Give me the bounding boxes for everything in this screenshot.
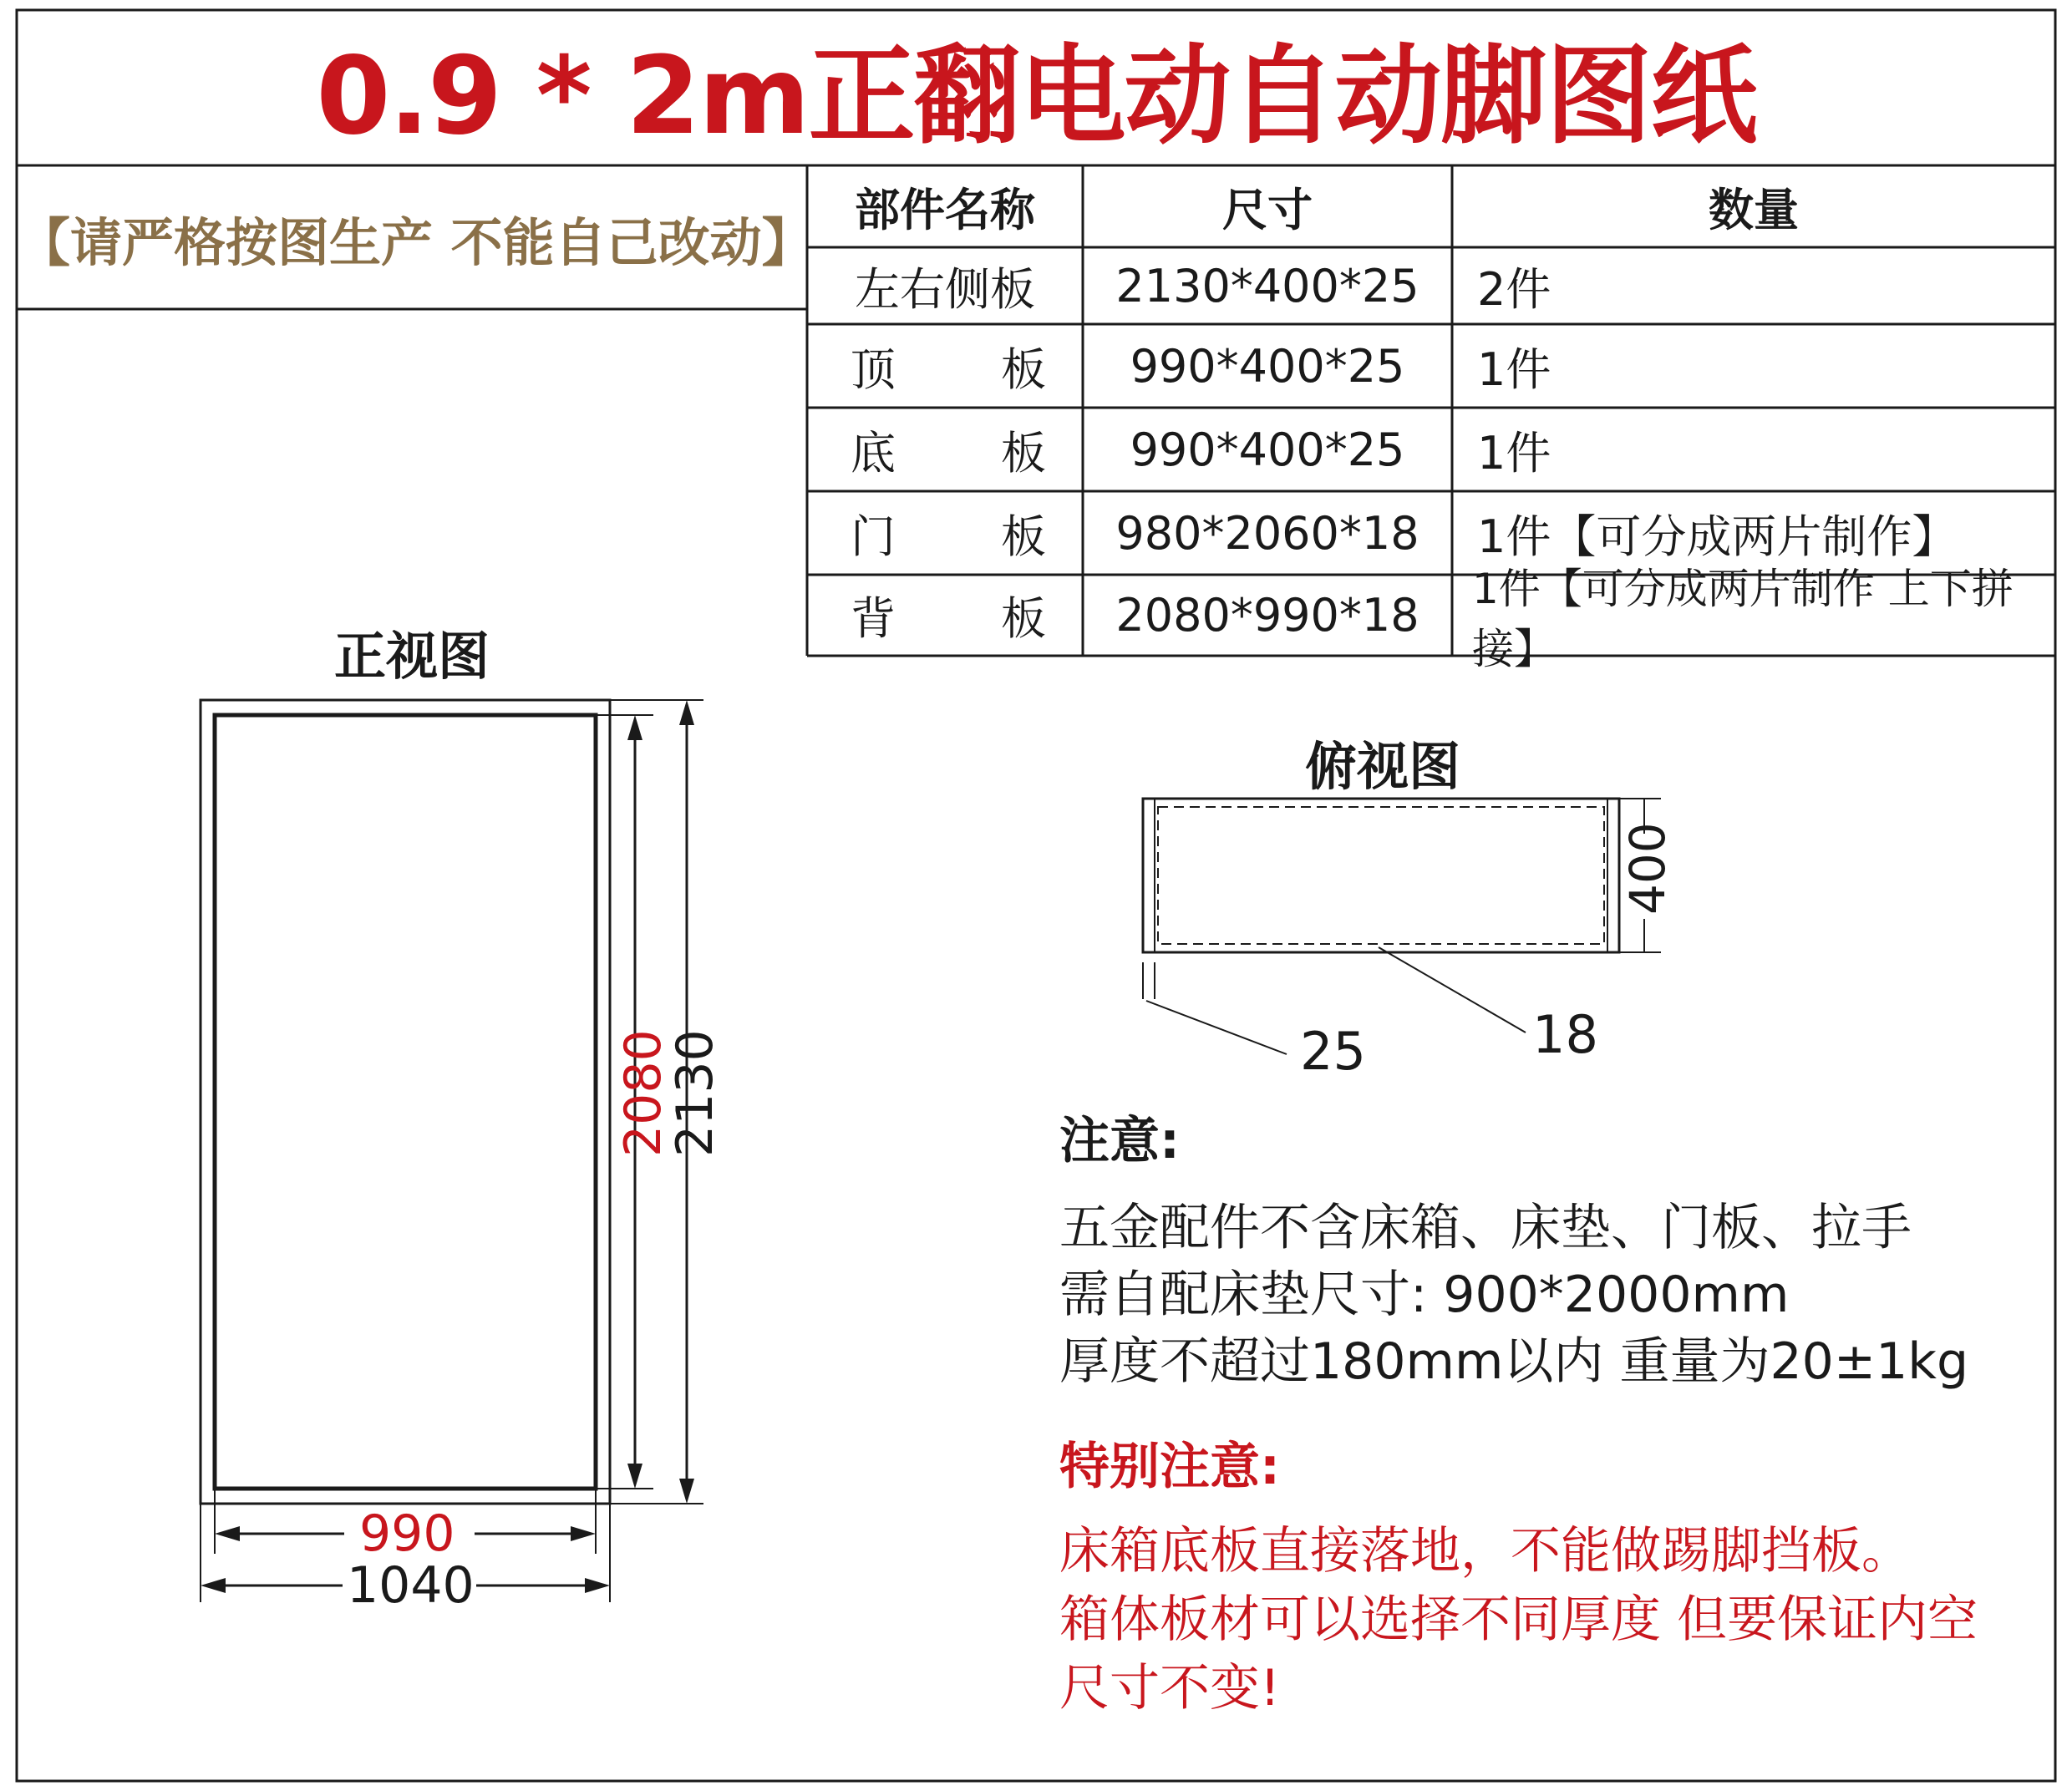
leader-back-thickness [1379, 947, 1526, 1032]
table-row-3-size: 980*2060*18 [1115, 506, 1419, 560]
table-row-1-name-b: 板 [1001, 342, 1046, 396]
table-row-0-qty: 2件 [1477, 262, 1551, 316]
table-row-4-name-b: 板 [1001, 592, 1046, 645]
top-outer [1143, 799, 1619, 952]
production-warning: 【请严格按图生产 不能自己改动】 [18, 211, 814, 273]
table-row-4-size: 2080*990*18 [1115, 589, 1419, 642]
table-header-qty: 数量 [1709, 183, 1799, 236]
table-row-0-size: 2130*400*25 [1115, 259, 1419, 312]
table-row-4-name-a: 背 [851, 592, 896, 645]
notes-line: 需自配床垫尺寸: 900*2000mm [1059, 1266, 1790, 1324]
dim-outer-width: 1040 [347, 1556, 475, 1615]
table-row-2-name [807, 408, 1083, 491]
cabinet-inner-panel [215, 715, 596, 1489]
dim-outer-height: 2130 [666, 1029, 724, 1157]
table-header-size: 尺寸 [1222, 183, 1313, 236]
special-notes-section [1059, 1427, 2054, 1723]
table-header-name: 部件名称 [855, 183, 1035, 236]
table-row-3-name-a: 门 [851, 510, 896, 563]
table-row-3-qty: 1件【可分成两片制作】 [1477, 510, 1958, 563]
table-row-3-name-b: 板 [1001, 510, 1046, 563]
table-row-4-qty: 1件【可分成两片制作 上下拼接】 [1472, 564, 2014, 673]
leader-side-thickness [1146, 1001, 1287, 1054]
table-row-0-name: 左右侧板 [855, 262, 1035, 316]
top-inner-dashed [1158, 807, 1604, 944]
notes-line: 厚度不超过180mm以内 重量为20±1kg [1059, 1332, 1969, 1391]
drawing-title: 0.9 * 2m正翻电动自动脚图纸 [316, 34, 1756, 159]
table-row-1-name [807, 324, 1083, 408]
top-view-label: 俯视图 [1305, 736, 1461, 797]
front-view-label: 正视图 [334, 626, 490, 687]
special-notes-line: 尺寸不变! [1059, 1659, 1281, 1717]
table-row-3-name [807, 491, 1083, 575]
table-row-1-name-a: 顶 [851, 342, 896, 396]
table-row-1-size: 990*400*25 [1130, 339, 1405, 393]
dim-inner-width: 990 [359, 1504, 455, 1563]
dim-back-thickness: 18 [1532, 1004, 1598, 1065]
table-row-2-name-b: 板 [1001, 426, 1046, 479]
notes-title: 注意: [1059, 1112, 1180, 1170]
dim-inner-height: 2080 [614, 1029, 673, 1157]
dim-side-thickness: 25 [1300, 1021, 1366, 1082]
table-row-2-qty: 1件 [1477, 426, 1551, 479]
notes-line: 五金配件不含床箱、床垫、门板、拉手 [1059, 1199, 1912, 1257]
notes-section [1059, 1101, 2045, 1395]
cabinet-outer [201, 700, 610, 1504]
special-notes-title: 特别注意: [1059, 1438, 1280, 1496]
special-notes-line: 箱体板材可以选择不同厚度 但要保证内空 [1059, 1591, 1978, 1649]
dim-depth: 400 [1619, 822, 1676, 915]
table-row-2-name-a: 底 [851, 426, 896, 479]
table-row-2-size: 990*400*25 [1130, 423, 1405, 476]
table-row-4-name [807, 575, 1083, 656]
table-row-1-qty: 1件 [1477, 342, 1551, 396]
special-notes-line: 床箱底板直接落地，不能做踢脚挡板。 [1059, 1522, 1912, 1580]
